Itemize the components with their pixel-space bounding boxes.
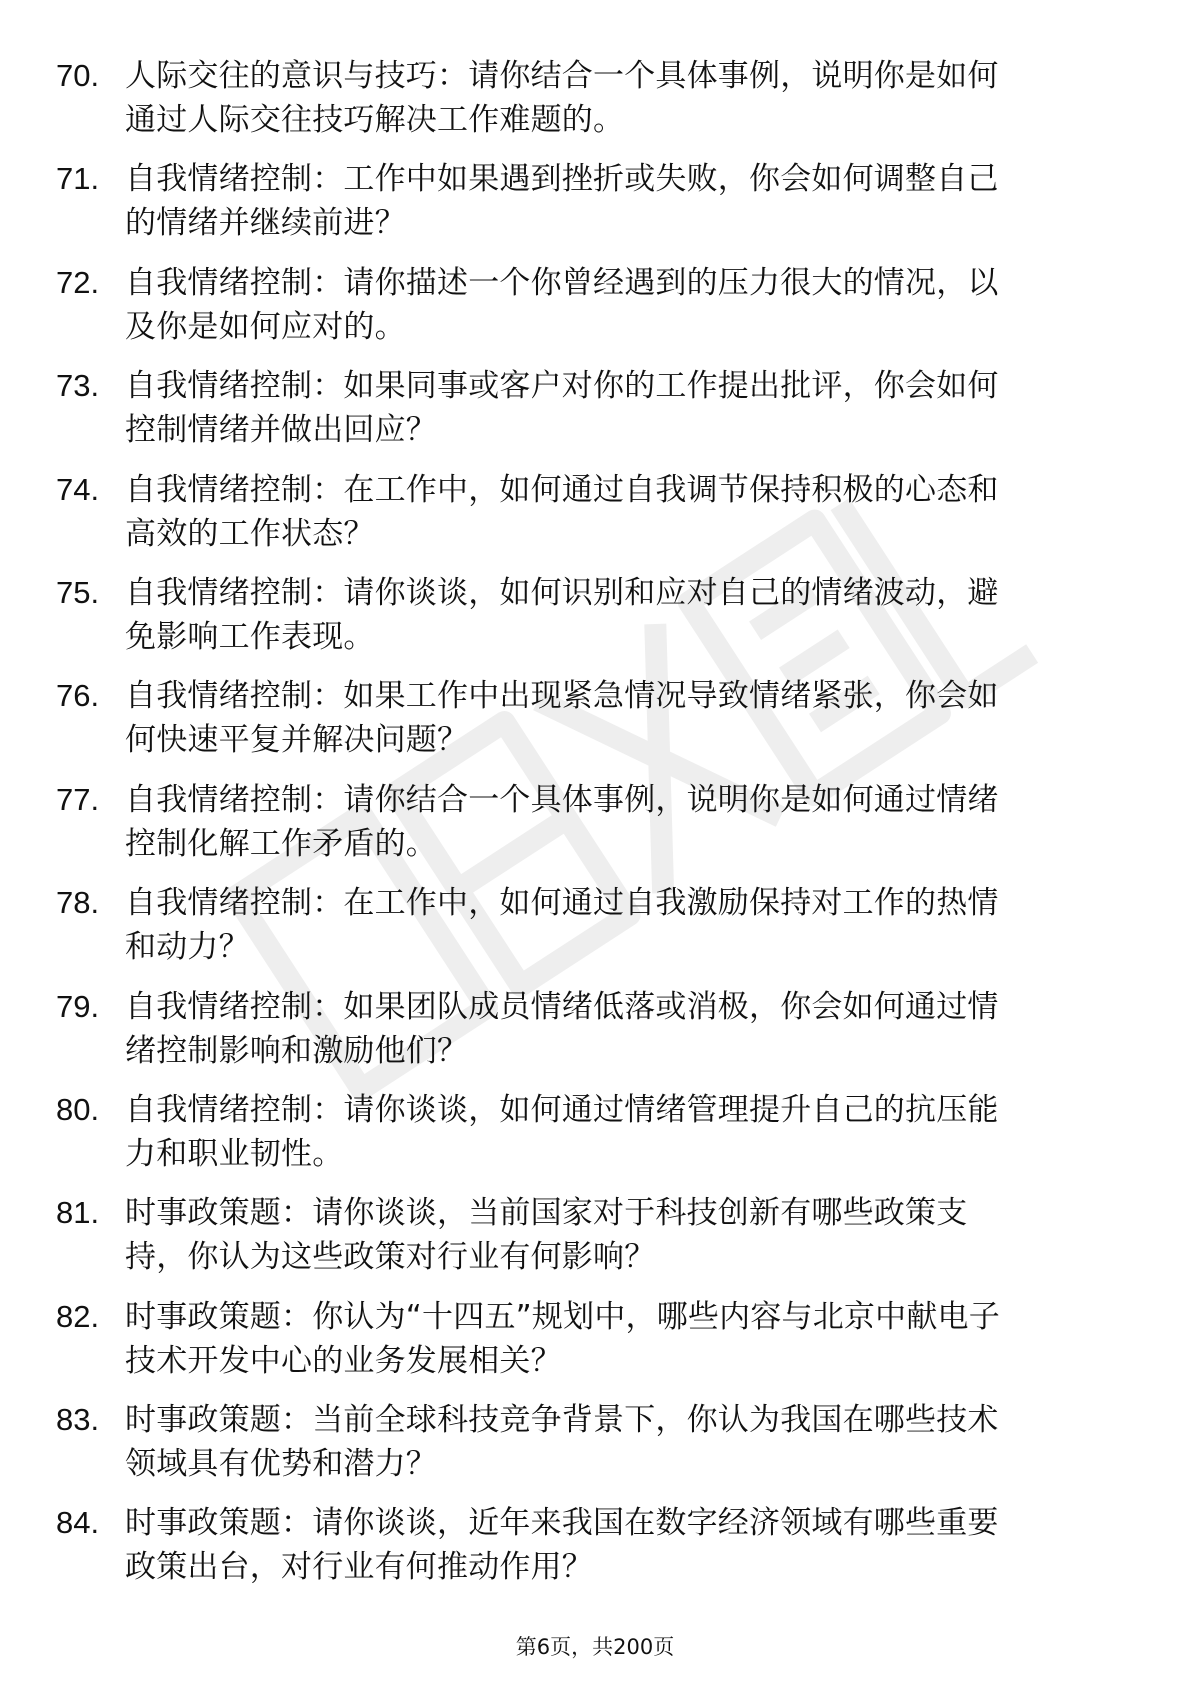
question-list: [0, 48, 1190, 1599]
question-number: 74.: [56, 471, 100, 507]
question-line: 时事政策题：你认为“十四五”规划中，哪些内容与北京中献电子: [125, 1298, 1000, 1335]
question-line: 自我情绪控制：在工作中，如何通过自我激励保持对工作的热情: [125, 885, 999, 922]
question-number: 82.: [56, 1298, 100, 1334]
question-line: 自我情绪控制：在工作中，如何通过自我调节保持积极的心态和: [125, 471, 999, 508]
question-line: 通过人际交往技巧解决工作难题的。: [125, 102, 625, 138]
question-line: 时事政策题：当前全球科技竞争背景下，你认为我国在哪些技术: [125, 1402, 999, 1439]
question-number: 75.: [56, 574, 100, 610]
question-item-72: [0, 255, 1190, 358]
question-line: 和动力？: [125, 929, 250, 966]
question-line: 领域具有优势和潜力？: [125, 1446, 437, 1483]
question-text: [125, 1398, 1105, 1486]
question-line: 自我情绪控制：请你结合一个具体事例，说明你是如何通过情绪: [125, 781, 999, 818]
question-item-76: [0, 668, 1190, 771]
question-line: 自我情绪控制：如果团队成员情绪低落或消极，你会如何通过情: [125, 988, 999, 1025]
question-line: 人际交往的意识与技巧：请你结合一个具体事例，说明你是如何: [125, 58, 999, 94]
question-number: 70.: [56, 58, 100, 93]
question-text: [125, 674, 1105, 762]
question-item-81: [0, 1185, 1190, 1288]
question-text: [125, 157, 1105, 245]
question-line: 何快速平复并解决问题？: [125, 722, 469, 759]
question-line: 控制化解工作矛盾的。: [125, 825, 437, 862]
question-line: 的情绪并继续前进？: [125, 205, 406, 242]
question-item-80: [0, 1082, 1190, 1185]
question-item-84: [0, 1495, 1190, 1598]
question-text: [125, 881, 1105, 969]
question-line: 及你是如何应对的。: [125, 308, 406, 345]
question-line: 时事政策题：请你谈谈，近年来我国在数字经济领域有哪些重要: [125, 1505, 999, 1542]
page-footer: 第6页，共200页: [515, 1635, 675, 1659]
question-line: 免影响工作表现。: [125, 618, 375, 655]
question-item-70: [0, 48, 1190, 151]
question-line: 自我情绪控制：如果同事或客户对你的工作提出批评，你会如何: [125, 368, 999, 405]
question-line: 政策出台，对行业有何推动作用？: [125, 1549, 593, 1586]
question-number: 72.: [56, 264, 100, 300]
question-line: 时事政策题：请你谈谈，当前国家对于科技创新有哪些政策支: [125, 1195, 968, 1232]
question-text: [125, 1088, 1105, 1176]
question-number: 81.: [56, 1195, 100, 1231]
question-number: 73.: [56, 368, 100, 404]
question-line: 控制情绪并做出回应？: [125, 412, 437, 449]
question-item-83: [0, 1392, 1190, 1495]
question-text: [125, 1191, 1105, 1279]
question-text: [125, 985, 1105, 1073]
question-number: 78.: [56, 885, 100, 921]
question-number: 76.: [56, 678, 100, 714]
question-item-73: [0, 358, 1190, 461]
question-line: 绪控制影响和激励他们？: [125, 1032, 469, 1069]
question-line: 持，你认为这些政策对行业有何影响？: [125, 1239, 656, 1276]
question-text: [125, 571, 1105, 659]
question-text: [125, 1501, 1105, 1589]
question-number: 83.: [56, 1402, 100, 1438]
question-item-74: [0, 462, 1190, 565]
question-text: [125, 778, 1105, 866]
question-text: [125, 54, 1105, 142]
question-line: 自我情绪控制：请你谈谈，如何识别和应对自己的情绪波动，避: [125, 574, 999, 611]
question-number: 77.: [56, 781, 100, 817]
question-number: 80.: [56, 1091, 100, 1127]
question-text: [125, 261, 1105, 349]
question-line: 技术开发中心的业务发展相关？: [125, 1342, 562, 1379]
question-line: 自我情绪控制：工作中如果遇到挫折或失败，你会如何调整自己: [125, 161, 999, 198]
question-line: 自我情绪控制：请你描述一个你曾经遇到的压力很大的情况，以: [125, 264, 999, 301]
question-line: 高效的工作状态？: [125, 515, 375, 552]
question-text: [125, 364, 1105, 452]
question-item-75: [0, 565, 1190, 668]
question-number: 71.: [56, 161, 100, 197]
question-line: 力和职业韧性。: [125, 1135, 344, 1172]
question-item-71: [0, 151, 1190, 254]
question-line: 自我情绪控制：如果工作中出现紧急情况导致情绪紧张，你会如: [125, 678, 999, 715]
question-number: 79.: [56, 988, 100, 1024]
question-item-82: [0, 1289, 1190, 1392]
question-number: 84.: [56, 1505, 100, 1541]
question-item-78: [0, 875, 1190, 978]
question-item-77: [0, 772, 1190, 875]
question-item-79: [0, 979, 1190, 1082]
question-text: [125, 1295, 1105, 1383]
question-line: 自我情绪控制：请你谈谈，如何通过情绪管理提升自己的抗压能: [125, 1091, 999, 1128]
question-text: [125, 468, 1105, 556]
